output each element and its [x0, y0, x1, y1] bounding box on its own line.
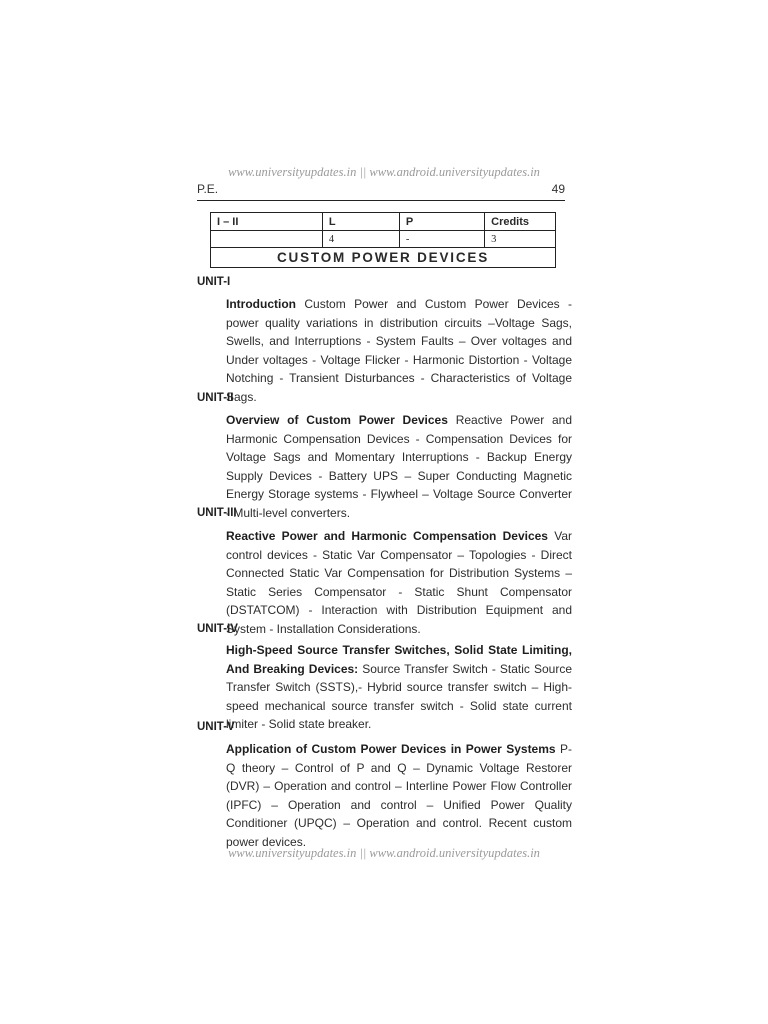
running-head-title: P.E. — [197, 182, 219, 196]
unit-2-content — [226, 411, 572, 523]
unit-5-heading: UNIT-V — [197, 721, 235, 733]
semester-header: I – II — [211, 213, 323, 231]
unit-3-lead: Reactive Power and Harmonic Compensation Devices — [226, 529, 548, 543]
unit-2-lead: Overview of Custom Power Devices — [226, 413, 448, 427]
unit-1-lead: Introduction — [226, 297, 296, 311]
course-title: CUSTOM POWER DEVICES — [211, 248, 556, 268]
table-header-row — [211, 213, 556, 231]
unit-1-heading: UNIT-I — [197, 276, 231, 288]
practical-header: P — [399, 213, 484, 231]
unit-4-lead: High-Speed Source Transfer Switches, Solid State Limiting, And Breaking Devices: — [226, 643, 572, 676]
lecture-value: 4 — [322, 231, 399, 248]
unit-4-heading: UNIT-IV — [197, 623, 238, 635]
watermark-top: www.universityupdates.in || www.android.universityupdates.in — [228, 165, 540, 179]
practical-value: - — [399, 231, 484, 248]
unit-4-content — [226, 641, 572, 734]
unit-2-heading: UNIT-II — [197, 392, 234, 404]
unit-5-content — [226, 740, 572, 852]
unit-1-text: Custom Power and Custom Power Devices - power quality variations in distribution circuits –Voltage Sags, Swells, and Interruptions - System Faults – Over voltages and Under voltages - Voltage Flicker - Harmonic Distortion - Voltage Notching - Transient Disturbances - Characteristics of Voltage Sags. — [226, 297, 572, 404]
unit-5-lead: Application of Custom Power Devices in Power Systems — [226, 742, 556, 756]
page-number: 49 — [551, 182, 565, 196]
unit-5-text: P-Q theory – Control of P and Q – Dynamic Voltage Restorer (DVR) – Operation and control – Interline Power Flow Controller (IPFC) – Operation and control – Unified Power Quality Conditioner (UPQC) – Operation and control. Recent custom power devices. — [226, 742, 572, 849]
course-credits-table — [210, 212, 556, 268]
running-head — [197, 182, 565, 201]
credits-header: Credits — [485, 213, 556, 231]
lecture-header: L — [322, 213, 399, 231]
table-values-row — [211, 231, 556, 248]
course-title-row — [211, 248, 556, 268]
watermark-bottom: www.universityupdates.in || www.android.universityupdates.in — [228, 846, 540, 860]
semester-value — [211, 231, 323, 248]
unit-3-text: Var control devices - Static Var Compensator – Topologies - Direct Connected Static Var Compensation for Distribution Systems – Static Series Compensator - Static Shunt Compensator (DSTATCOM) - Interaction with Distribution Equipment and System - Installation Considerations. — [226, 529, 572, 636]
unit-3-content — [226, 527, 572, 639]
unit-4-text: Source Transfer Switch - Static Source Transfer Switch (SSTS),- Hybrid source transfer switch – High-speed mechanical source transfer switch - Solid state current limiter - Solid state breaker. — [226, 661, 572, 732]
credits-value: 3 — [485, 231, 556, 248]
unit-2-text: Reactive Power and Harmonic Compensation Devices - Compensation Devices for Voltage Sags and Momentary Interruptions - Backup Energy Supply Devices - Battery UPS – Super Conducting Magnetic Energy Storage systems - Flywheel – Voltage Source Converter - Multi-level converters. — [226, 413, 572, 520]
unit-1-content — [226, 295, 572, 407]
unit-3-heading: UNIT-III — [197, 507, 237, 519]
